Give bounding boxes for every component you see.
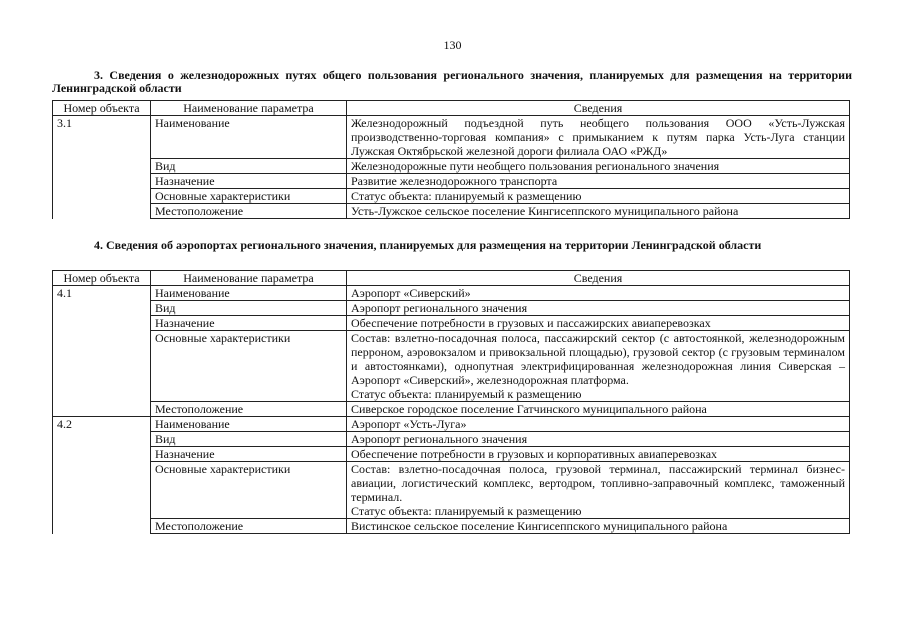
section-4-title: 4. Сведения об аэропортах регионального значения, планируемых для размещения на территории Ленинградской области bbox=[94, 238, 762, 252]
status-text: Статус объекта: планируемый к размещению bbox=[351, 504, 582, 518]
table-row bbox=[53, 159, 850, 174]
table-row bbox=[53, 316, 850, 331]
parameter-name: Местоположение bbox=[151, 519, 347, 534]
status-text: Статус объекта: планируемый к размещению bbox=[351, 387, 582, 401]
parameter-name: Вид bbox=[151, 432, 347, 447]
parameter-value: Обеспечение потребности в грузовых и корпоративных авиаперевозках bbox=[347, 447, 850, 462]
parameter-name: Назначение bbox=[151, 447, 347, 462]
table-row bbox=[53, 519, 850, 534]
table-row bbox=[53, 204, 850, 219]
object-number: 3.1 bbox=[53, 116, 151, 219]
airports-table bbox=[52, 270, 850, 534]
table-row bbox=[53, 116, 850, 159]
parameter-name: Наименование bbox=[151, 116, 347, 159]
parameter-value: Обеспечение потребности в грузовых и пассажирских авиаперевозках bbox=[347, 316, 850, 331]
composition-text: Состав: взлетно-посадочная полоса, пассажирский сектор (с автостоянкой, железнодорожным перроном, аэровокзалом и привокзальной площадью), грузовой сектор (с грузовым терминалом и автостоянками), однопутная электрифицированная железнодорожная линия Сиверская – Аэропорт «Сиверский», железнодорожная платформа. bbox=[351, 331, 845, 387]
object-number: 4.2 bbox=[53, 417, 151, 534]
parameter-value: Аэропорт «Сиверский» bbox=[347, 286, 850, 301]
parameter-value: Вистинское сельское поселение Кингисеппского муниципального района bbox=[347, 519, 850, 534]
parameter-name: Местоположение bbox=[151, 204, 347, 219]
parameter-value: Аэропорт регионального значения bbox=[347, 432, 850, 447]
parameter-value: Аэропорт «Усть-Луга» bbox=[347, 417, 850, 432]
railway-table bbox=[52, 100, 850, 219]
header-details: Сведения bbox=[347, 271, 850, 286]
parameter-name: Вид bbox=[151, 301, 347, 316]
parameter-name: Наименование bbox=[151, 286, 347, 301]
page-number: 130 bbox=[443, 38, 462, 52]
parameter-name: Наименование bbox=[151, 417, 347, 432]
header-row bbox=[53, 271, 850, 286]
table-row bbox=[53, 301, 850, 316]
parameter-value: Железнодорожный подъездной путь необщего пользования ООО «Усть-Лужская производственно-торговая компания» с примыканием к путям парка Усть-Луга станции Лужская Октябрьской железной дороги филиала ОАО «РЖД» bbox=[347, 116, 850, 159]
parameter-value: Железнодорожные пути необщего пользования регионального значения bbox=[347, 159, 850, 174]
section-3-title: 3. Сведения о железнодорожных путях общего пользования регионального значения, планируемых для размещения на территории Ленинградской области bbox=[52, 68, 852, 95]
header-parameter-name: Наименование параметра bbox=[151, 271, 347, 286]
parameter-name: Местоположение bbox=[151, 402, 347, 417]
header-row bbox=[53, 101, 850, 116]
parameter-value bbox=[347, 462, 850, 519]
table-row bbox=[53, 331, 850, 402]
header-object-number: Номер объекта bbox=[53, 271, 151, 286]
table-row bbox=[53, 174, 850, 189]
table-row bbox=[53, 189, 850, 204]
parameter-value: Усть-Лужское сельское поселение Кингисеппского муниципального района bbox=[347, 204, 850, 219]
parameter-value: Аэропорт регионального значения bbox=[347, 301, 850, 316]
parameter-value: Сиверское городское поселение Гатчинского муниципального района bbox=[347, 402, 850, 417]
table-row bbox=[53, 447, 850, 462]
parameter-name: Основные характеристики bbox=[151, 189, 347, 204]
parameter-name: Назначение bbox=[151, 316, 347, 331]
table-row bbox=[53, 417, 850, 432]
table-row bbox=[53, 432, 850, 447]
header-details: Сведения bbox=[347, 101, 850, 116]
parameter-name: Вид bbox=[151, 159, 347, 174]
table-row bbox=[53, 286, 850, 301]
parameter-name: Основные характеристики bbox=[151, 462, 347, 519]
object-number: 4.1 bbox=[53, 286, 151, 417]
parameter-name: Назначение bbox=[151, 174, 347, 189]
table-row bbox=[53, 462, 850, 519]
composition-text: Состав: взлетно-посадочная полоса, грузовой терминал, пассажирский терминал бизнес-авиации, логистический комплекс, вертодром, топливно-заправочный комплекс, таможенный терминал. bbox=[351, 462, 845, 504]
table-row bbox=[53, 402, 850, 417]
header-parameter-name: Наименование параметра bbox=[151, 101, 347, 116]
parameter-name: Основные характеристики bbox=[151, 331, 347, 402]
header-object-number: Номер объекта bbox=[53, 101, 151, 116]
parameter-value: Развитие железнодорожного транспорта bbox=[347, 174, 850, 189]
parameter-value: Статус объекта: планируемый к размещению bbox=[347, 189, 850, 204]
parameter-value bbox=[347, 331, 850, 402]
